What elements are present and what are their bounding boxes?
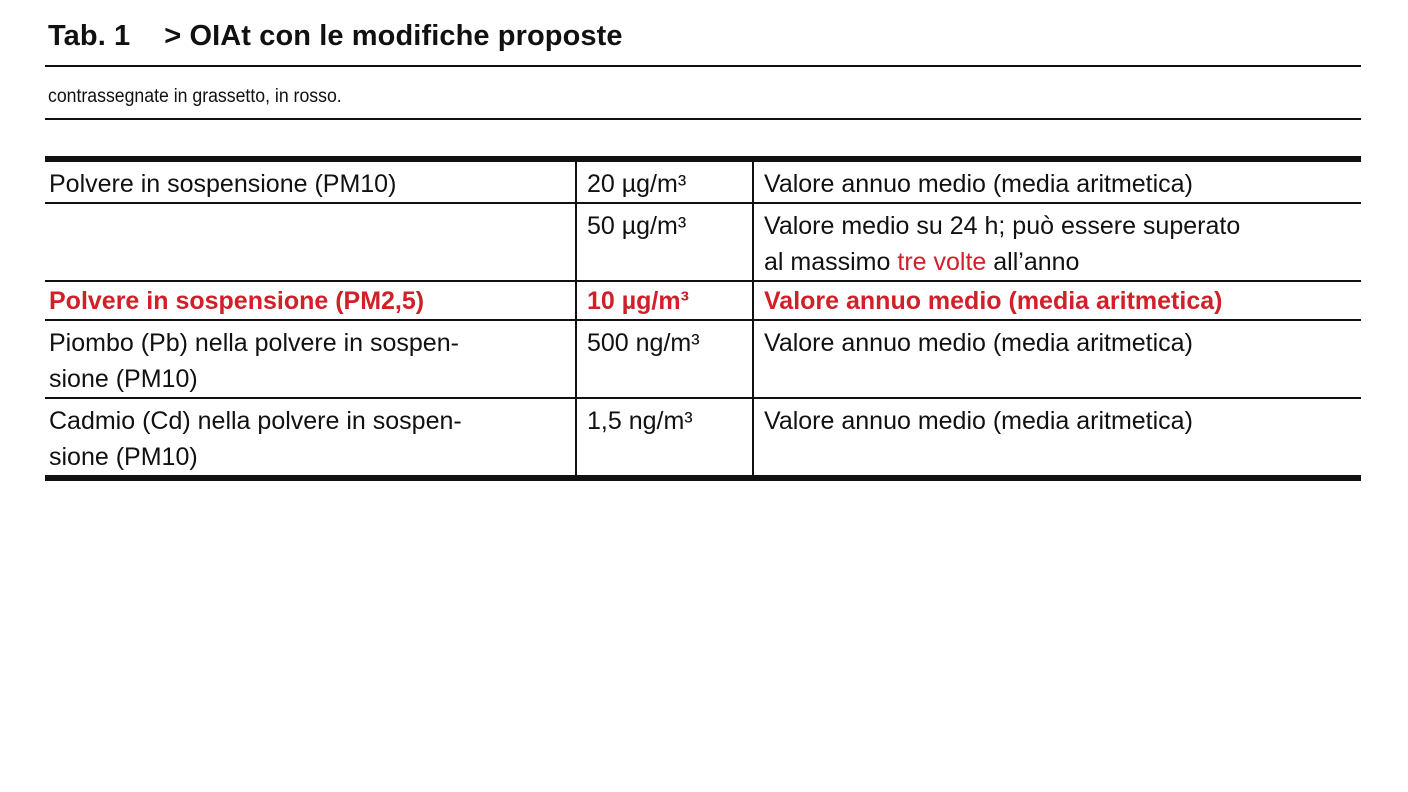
- description-line-2-pre: al massimo: [764, 248, 898, 276]
- description-cell: [753, 281, 1361, 320]
- table-title-text: > OIAt con le modifiche proposte: [164, 20, 623, 52]
- substance-cell: [45, 203, 576, 281]
- table-row-highlighted: [45, 281, 1361, 320]
- substance-line-2: sione (PM10): [49, 365, 198, 393]
- table-row: [45, 320, 1361, 398]
- table-row: [45, 203, 1361, 281]
- substance-cell: [45, 159, 576, 203]
- description-text: Valore annuo medio (media aritmetica): [764, 407, 1193, 435]
- title-divider: [45, 65, 1361, 67]
- description-cell: [753, 320, 1361, 398]
- limit-value-text: 500 ng/m³: [587, 329, 700, 357]
- table-title: [48, 20, 623, 53]
- limit-value-cell: [576, 159, 753, 203]
- table-row: [45, 159, 1361, 203]
- limit-value-cell: [576, 281, 753, 320]
- substance-text: Polvere in sospensione (PM10): [49, 170, 397, 198]
- description-cell: [753, 203, 1361, 281]
- substance-line-1: Cadmio (Cd) nella polvere in sospen-: [49, 407, 462, 435]
- limit-value-text: 10 µg/m³: [587, 287, 689, 315]
- substance-line-1: Piombo (Pb) nella polvere in sospen-: [49, 329, 459, 357]
- limit-value-text: 20 µg/m³: [587, 170, 687, 198]
- description-text: Valore annuo medio (media aritmetica): [764, 170, 1193, 198]
- limit-value-cell: [576, 320, 753, 398]
- limit-value-text: 50 µg/m³: [587, 212, 687, 240]
- substance-cell: [45, 320, 576, 398]
- table-number-label: Tab. 1: [48, 20, 131, 52]
- substance-cell: [45, 281, 576, 320]
- limit-value-cell: [576, 203, 753, 281]
- subtitle-divider: [45, 118, 1361, 120]
- limit-value-cell: [576, 398, 753, 478]
- description-cell: [753, 398, 1361, 478]
- substance-text: Polvere in sospensione (PM2,5): [49, 287, 425, 315]
- limit-value-text: 1,5 ng/m³: [587, 407, 693, 435]
- highlighted-change-text: tre volte: [897, 248, 987, 276]
- table-row: [45, 398, 1361, 478]
- description-text: Valore annuo medio (media aritmetica): [764, 329, 1193, 357]
- limit-values-table: [45, 156, 1361, 481]
- description-line-1: Valore medio su 24 h; può essere superato: [764, 212, 1241, 240]
- substance-cell: [45, 398, 576, 478]
- table-subtitle: contrassegnate in grassetto, in rosso.: [48, 86, 342, 107]
- substance-line-2: sione (PM10): [49, 443, 198, 471]
- description-cell: [753, 159, 1361, 203]
- description-line-2-post: all’anno: [986, 248, 1080, 276]
- description-text: Valore annuo medio (media aritmetica): [764, 287, 1223, 315]
- description-line-2: [764, 244, 1357, 280]
